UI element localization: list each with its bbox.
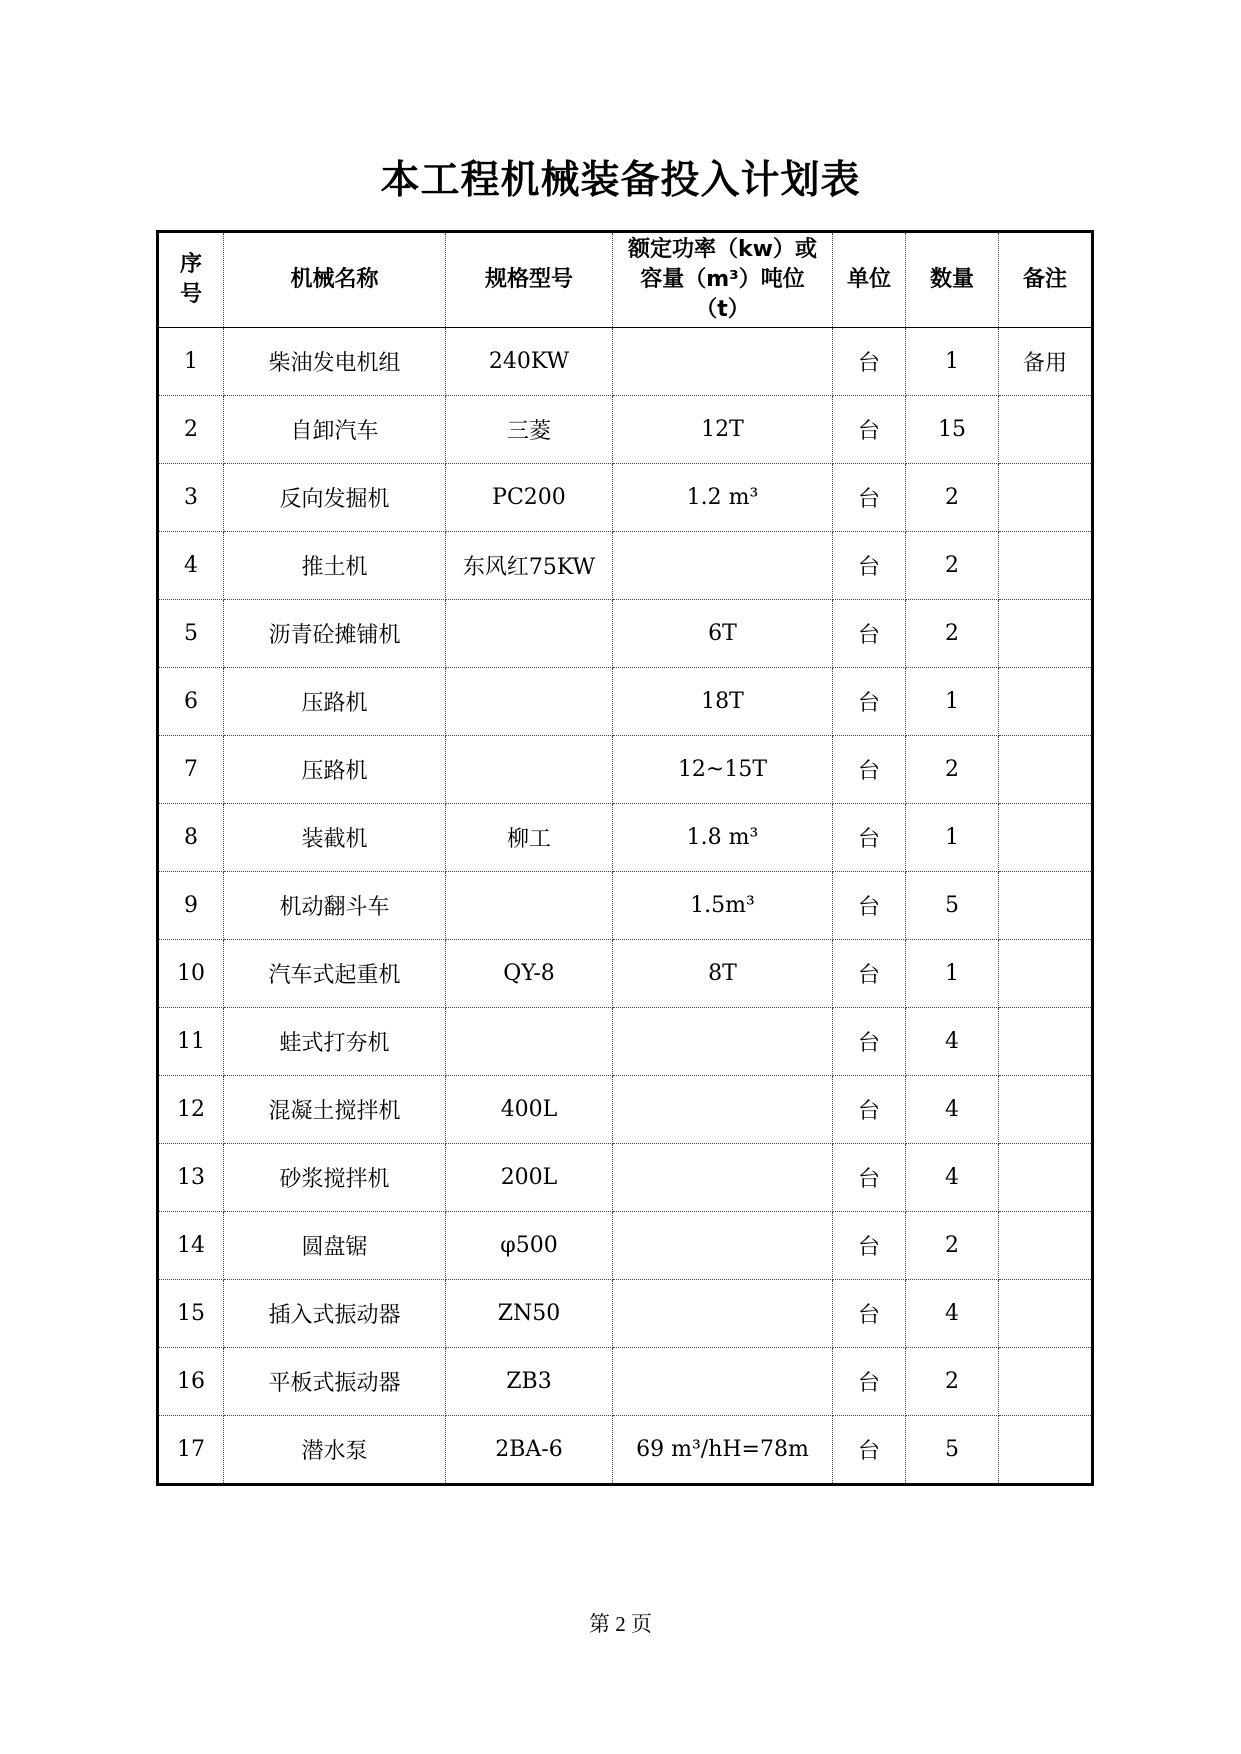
cell-spec: 2BA-6	[446, 1416, 613, 1485]
cell-spec: 柳工	[446, 804, 613, 872]
cell-power: 8T	[613, 940, 833, 1008]
cell-unit: 台	[833, 1144, 906, 1212]
cell-note	[999, 396, 1093, 464]
table-row	[158, 940, 1093, 1008]
header-power	[613, 232, 833, 328]
cell-spec: 240KW	[446, 328, 613, 396]
cell-name: 自卸汽车	[224, 396, 446, 464]
cell-note	[999, 872, 1093, 940]
table-header-row	[158, 232, 1093, 328]
header-seq	[158, 232, 224, 328]
cell-note: 备用	[999, 328, 1093, 396]
cell-unit: 台	[833, 1416, 906, 1485]
cell-unit: 台	[833, 1076, 906, 1144]
cell-note	[999, 940, 1093, 1008]
cell-spec: 东风红75KW	[446, 532, 613, 600]
cell-qty: 1	[906, 668, 999, 736]
cell-seq: 10	[158, 940, 224, 1008]
cell-power: 1.2 m³	[613, 464, 833, 532]
table-row	[158, 1008, 1093, 1076]
cell-spec: ZB3	[446, 1348, 613, 1416]
table-row	[158, 1280, 1093, 1348]
cell-unit: 台	[833, 600, 906, 668]
table-body	[158, 328, 1093, 1485]
cell-qty: 15	[906, 396, 999, 464]
table-row	[158, 1076, 1093, 1144]
cell-note	[999, 1280, 1093, 1348]
page-title: 本工程机械装备投入计划表	[380, 158, 861, 203]
cell-name: 混凝土搅拌机	[224, 1076, 446, 1144]
cell-seq: 12	[158, 1076, 224, 1144]
cell-unit: 台	[833, 532, 906, 600]
cell-unit: 台	[833, 872, 906, 940]
cell-seq: 5	[158, 600, 224, 668]
cell-name: 沥青砼摊铺机	[224, 600, 446, 668]
cell-qty: 5	[906, 872, 999, 940]
cell-seq: 9	[158, 872, 224, 940]
cell-spec	[446, 668, 613, 736]
cell-spec: 200L	[446, 1144, 613, 1212]
cell-note	[999, 1076, 1093, 1144]
table-row	[158, 600, 1093, 668]
cell-power: 69 m³/hH=78m	[613, 1416, 833, 1485]
cell-seq: 14	[158, 1212, 224, 1280]
cell-power	[613, 1212, 833, 1280]
cell-spec: ZN50	[446, 1280, 613, 1348]
cell-power: 18T	[613, 668, 833, 736]
cell-note	[999, 1212, 1093, 1280]
cell-name: 机动翻斗车	[224, 872, 446, 940]
cell-qty: 4	[906, 1280, 999, 1348]
cell-qty: 1	[906, 804, 999, 872]
cell-name: 砂浆搅拌机	[224, 1144, 446, 1212]
cell-qty: 1	[906, 940, 999, 1008]
cell-name: 反向发掘机	[224, 464, 446, 532]
cell-power	[613, 1008, 833, 1076]
table-row	[158, 668, 1093, 736]
cell-note	[999, 1348, 1093, 1416]
cell-unit: 台	[833, 668, 906, 736]
cell-name: 圆盘锯	[224, 1212, 446, 1280]
cell-name: 平板式振动器	[224, 1348, 446, 1416]
cell-power: 1.8 m³	[613, 804, 833, 872]
table-row	[158, 872, 1093, 940]
cell-note	[999, 1416, 1093, 1485]
cell-seq: 13	[158, 1144, 224, 1212]
header-unit: 单位	[833, 232, 906, 328]
table-row	[158, 464, 1093, 532]
header-seq-line1: 序	[179, 252, 202, 277]
cell-power: 1.5m³	[613, 872, 833, 940]
cell-power	[613, 1144, 833, 1212]
equipment-table	[156, 230, 1094, 1486]
cell-power	[613, 328, 833, 396]
header-power-line2: 容量（m³）吨位	[640, 267, 805, 292]
cell-unit: 台	[833, 328, 906, 396]
cell-name: 插入式振动器	[224, 1280, 446, 1348]
cell-seq: 17	[158, 1416, 224, 1485]
table-row	[158, 1144, 1093, 1212]
cell-spec	[446, 1008, 613, 1076]
cell-spec	[446, 872, 613, 940]
cell-seq: 4	[158, 532, 224, 600]
cell-spec: φ500	[446, 1212, 613, 1280]
table-row	[158, 328, 1093, 396]
cell-spec	[446, 600, 613, 668]
cell-note	[999, 668, 1093, 736]
cell-unit: 台	[833, 1008, 906, 1076]
cell-power	[613, 1076, 833, 1144]
cell-name: 推土机	[224, 532, 446, 600]
cell-note	[999, 600, 1093, 668]
cell-seq: 16	[158, 1348, 224, 1416]
header-note: 备注	[999, 232, 1093, 328]
cell-note	[999, 532, 1093, 600]
cell-qty: 2	[906, 736, 999, 804]
header-seq-line2: 号	[179, 282, 202, 307]
cell-unit: 台	[833, 736, 906, 804]
table-row	[158, 532, 1093, 600]
cell-power	[613, 1280, 833, 1348]
cell-spec: PC200	[446, 464, 613, 532]
cell-power: 6T	[613, 600, 833, 668]
cell-qty: 2	[906, 532, 999, 600]
cell-unit: 台	[833, 1280, 906, 1348]
cell-note	[999, 464, 1093, 532]
header-spec: 规格型号	[446, 232, 613, 328]
cell-spec	[446, 736, 613, 804]
cell-note	[999, 1144, 1093, 1212]
cell-note	[999, 736, 1093, 804]
cell-spec: QY-8	[446, 940, 613, 1008]
table-row	[158, 1416, 1093, 1485]
table-row	[158, 736, 1093, 804]
cell-unit: 台	[833, 1212, 906, 1280]
cell-seq: 1	[158, 328, 224, 396]
cell-power: 12~15T	[613, 736, 833, 804]
header-name: 机械名称	[224, 232, 446, 328]
cell-qty: 1	[906, 328, 999, 396]
cell-name: 装截机	[224, 804, 446, 872]
cell-unit: 台	[833, 1348, 906, 1416]
cell-seq: 7	[158, 736, 224, 804]
cell-name: 潜水泵	[224, 1416, 446, 1485]
cell-name: 压路机	[224, 668, 446, 736]
cell-note	[999, 804, 1093, 872]
header-qty: 数量	[906, 232, 999, 328]
cell-qty: 5	[906, 1416, 999, 1485]
cell-seq: 2	[158, 396, 224, 464]
cell-name: 蛙式打夯机	[224, 1008, 446, 1076]
cell-seq: 8	[158, 804, 224, 872]
cell-name: 柴油发电机组	[224, 328, 446, 396]
cell-power	[613, 1348, 833, 1416]
table-row	[158, 396, 1093, 464]
cell-qty: 2	[906, 464, 999, 532]
cell-seq: 3	[158, 464, 224, 532]
cell-qty: 4	[906, 1076, 999, 1144]
table-row	[158, 1348, 1093, 1416]
cell-power: 12T	[613, 396, 833, 464]
cell-seq: 15	[158, 1280, 224, 1348]
cell-seq: 6	[158, 668, 224, 736]
header-power-line3: （t）	[695, 297, 750, 322]
cell-qty: 2	[906, 1212, 999, 1280]
table-row	[158, 804, 1093, 872]
cell-qty: 4	[906, 1144, 999, 1212]
cell-name: 汽车式起重机	[224, 940, 446, 1008]
cell-qty: 2	[906, 1348, 999, 1416]
cell-qty: 2	[906, 600, 999, 668]
cell-unit: 台	[833, 464, 906, 532]
cell-unit: 台	[833, 396, 906, 464]
cell-unit: 台	[833, 940, 906, 1008]
cell-note	[999, 1008, 1093, 1076]
cell-name: 压路机	[224, 736, 446, 804]
cell-qty: 4	[906, 1008, 999, 1076]
cell-unit: 台	[833, 804, 906, 872]
header-power-line1: 额定功率（kw）或	[628, 237, 817, 262]
cell-seq: 11	[158, 1008, 224, 1076]
cell-spec: 400L	[446, 1076, 613, 1144]
page-footer: 第 2 页	[589, 1612, 652, 1636]
cell-power	[613, 532, 833, 600]
cell-spec: 三菱	[446, 396, 613, 464]
table-row	[158, 1212, 1093, 1280]
